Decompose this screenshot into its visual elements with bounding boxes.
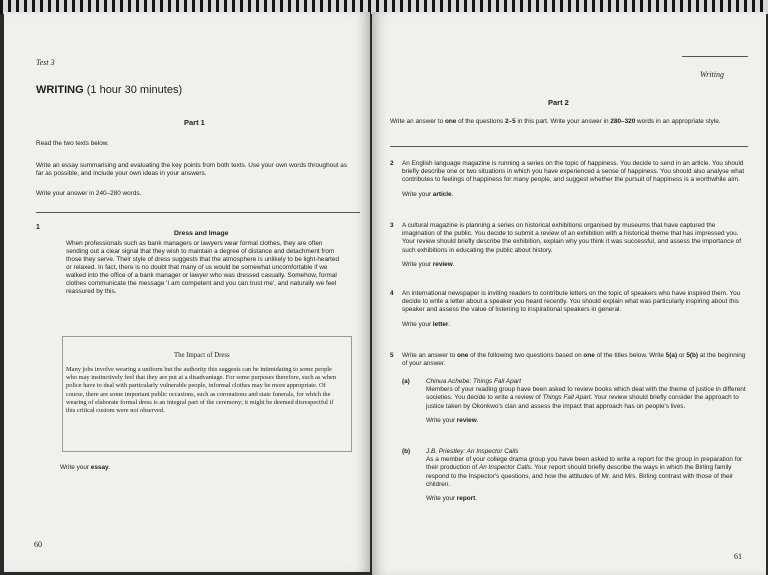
intro-text: of the questions (456, 118, 505, 125)
write-type: article (432, 190, 452, 198)
section-title (36, 84, 182, 96)
part-heading: Part 1 (184, 118, 205, 127)
question-number: 1 (36, 224, 40, 231)
right-page (372, 12, 766, 575)
write-type: review (456, 416, 477, 424)
q5-text: of the following two questions based on (468, 352, 584, 359)
text2-body: Many jobs involve wearing a uniform but the authority this suggests can be intimidating to some people who may instinctively feel that they are put at a disadvantage. For some purposes therefore, such as when police have to deal with particularly vulnerable people, informal clothes may be more appropriate. Of course, there are some important public occasions, such as coronations and state funerals, for which the wearing of elaborate formal dress is an integral part of the ceremony; it might be deemed disrespectful if this critical custom were not observed. (66, 366, 336, 415)
write-type: essay (90, 464, 109, 471)
write-instruction (426, 417, 746, 425)
write-type: review (432, 260, 453, 268)
text1-body: When professionals such as bank managers or lawyers wear formal clothes, they are often sending out a clear signal that they wish to maintain a degree of distance and detachment from those they serve. Their style of dress suggests that the atmosphere is unlikely to be light-hearted or relaxed. In fact, there is no doubt that many of us would be somewhat uncomfortable if we walked into the office of a bank manager or lawyer who was dressed casually. Somehow, formal clothes communicate the message 'I am competent and you can trust me', and naturally we feel reassured by this. (66, 240, 340, 295)
q5-bold: 5(b) (686, 352, 699, 359)
write-instruction (402, 191, 746, 199)
q5-text: Write an answer to (402, 352, 457, 359)
instruction-read: Read the two texts below. (36, 140, 109, 147)
part2-instruction (390, 118, 746, 126)
sub-label: (a) (402, 378, 410, 385)
question-5a (402, 378, 746, 425)
write-prefix: Write your (402, 260, 433, 268)
write-prefix: Write your (402, 190, 433, 198)
text1-title: Dress and Image (174, 230, 229, 237)
write-suffix: . (475, 495, 478, 503)
divider (390, 146, 748, 147)
instruction-words: Write your answer in 240–280 words. (36, 190, 142, 197)
write-instruction (426, 495, 746, 503)
question-2 (390, 160, 746, 199)
write-prefix: Write your (402, 320, 433, 328)
book-title: J.B. Priestley: An Inspector Calls (426, 448, 519, 455)
book-title: Chinua Achebe: Things Fall Apart (426, 378, 522, 385)
part-heading: Part 2 (548, 98, 569, 107)
sub-text-part: As a member of your college drama group you have been asked to write a report for the group in preparation for their production of (426, 456, 743, 472)
q5-text: of the titles below. Write (594, 352, 666, 359)
write-suffix: . (448, 320, 451, 328)
question-text: An international newspaper is inviting readers to contribute letters on the topic of speakers who have inspired them. You decide to write a letter about a speaker you heard recently. You should explain what was particularly inspiring about this speaker and assess the value of listening to inspirational speakers in general. (402, 290, 741, 314)
write-suffix: . (452, 260, 455, 268)
writing-title: WRITING (36, 84, 84, 96)
write-prefix: Write your (60, 464, 91, 471)
write-essay-instruction (60, 464, 110, 472)
q5-text: or (677, 352, 687, 359)
sub-label: (b) (402, 448, 411, 455)
q5-bold: one (583, 352, 595, 359)
sub-text (426, 386, 746, 411)
question-text: An English language magazine is running a series on the topic of happiness. You decide to send in an article. You should briefly describe one or two situations in which you have experienced a sense of happiness. You should also analyse what contributes to feelings of happiness for many people, and suggest whether the pursuit of happiness is a worthwhile aim. (402, 160, 745, 184)
writing-duration: (1 hour 30 minutes) (86, 84, 183, 96)
text2-title: The Impact of Dress (174, 352, 230, 359)
write-prefix: Write your (426, 495, 457, 503)
instruction-essay: Write an essay summarising and evaluating the key points from both texts. Use your own words throughout as far as possible, and include your own ideas in your answers. (36, 162, 348, 178)
q5-text: at the beginning of your answer. (402, 352, 746, 368)
sub-text-part: . Your review should briefly consider the approach to justice taken by Okonkwo's clan and assess the impact that approach has on people's lives. (426, 394, 739, 410)
question-number: 4 (390, 290, 394, 297)
question-3 (390, 222, 746, 269)
divider (36, 212, 360, 213)
write-instruction (402, 321, 746, 329)
question-number: 5 (390, 352, 394, 359)
intro-text: in this part. Write your answer in (515, 118, 611, 125)
intro-bold: one (444, 118, 457, 125)
sub-text-title: Things Fall Apart (542, 394, 591, 402)
q5-bold: 5(a) (665, 352, 678, 359)
page-number: 61 (734, 552, 742, 561)
page-header: Test 3 (36, 58, 55, 67)
intro-text: Write an answer to (390, 118, 445, 125)
sub-text-part: . Your report should briefly describe the ways in which the Birling family respond to the Inspector's questions, and how the attitudes of Mr. and Mrs. Birling contrast with those of their children. (426, 464, 734, 488)
write-prefix: Write your (426, 416, 457, 424)
write-suffix: . (476, 416, 479, 424)
write-type: report (456, 495, 476, 503)
page-number: 60 (34, 540, 42, 549)
left-page (4, 12, 370, 572)
write-type: letter (432, 320, 449, 328)
question-text (402, 352, 746, 368)
question-4 (390, 290, 746, 329)
sub-text-title: An Inspector Calls (478, 464, 531, 472)
intro-text: words in an appropriate style. (635, 118, 721, 125)
page-header: Writing (700, 70, 725, 79)
header-rule (682, 56, 748, 57)
question-text: A cultural magazine is planning a series on historical exhibitions organised by museums that have captured the imagination of the public. You decide to submit a review of an exhibition with a historical theme that has impressed you. Your review should briefly describe the exhibition, explain why you think it was successful, and assess the importance of such exhibitions in educating the public about history. (402, 222, 741, 254)
write-suffix: . (451, 190, 454, 198)
q5-bold: one (456, 352, 469, 359)
question-number: 2 (390, 160, 394, 167)
question-5b (402, 448, 746, 503)
sub-text-part: Members of your reading group have been asked to review books which deal with the theme of justice in different societies. You decide to write a review of (426, 386, 746, 402)
write-instruction (402, 261, 746, 269)
question-5 (390, 352, 746, 368)
intro-bold: 280–320 (610, 118, 636, 125)
sub-text (426, 456, 746, 489)
intro-bold: 2–5 (505, 118, 516, 125)
question-number: 3 (390, 222, 394, 229)
write-suffix: . (108, 464, 111, 471)
